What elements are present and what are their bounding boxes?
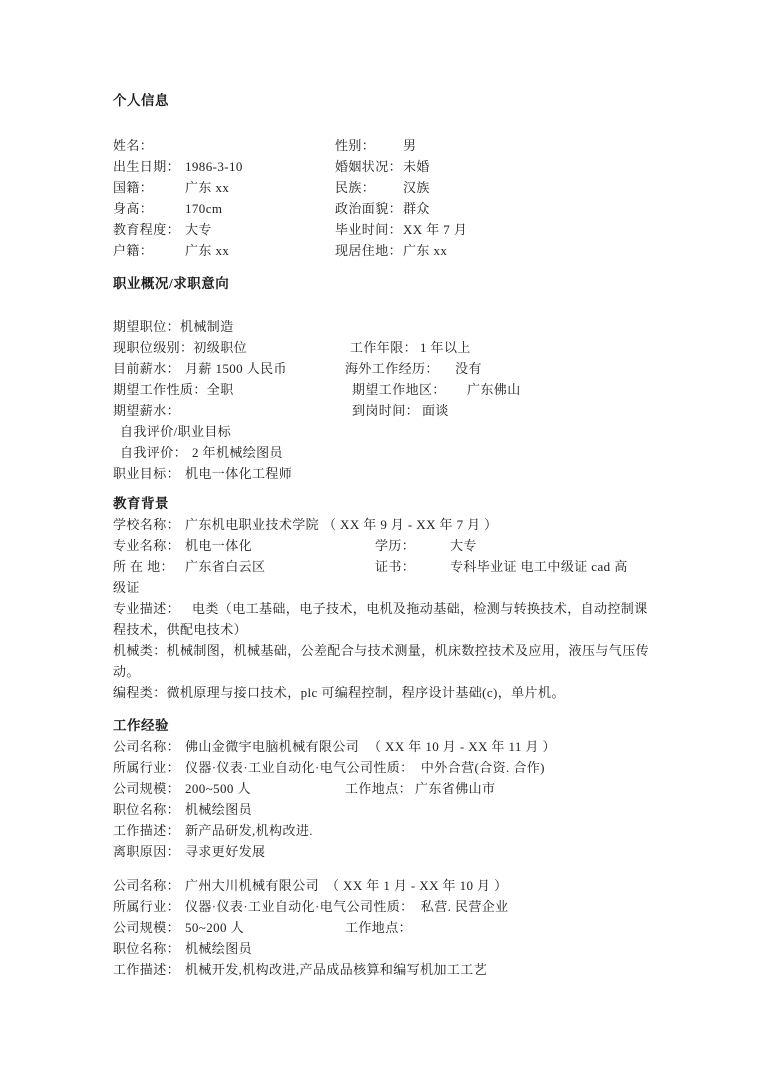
text-line [113,938,685,959]
text-segment: 公司规模： [113,781,181,796]
text-line [113,337,685,358]
text-segment: 广东 xx [185,180,230,195]
text-segment: 期望薪水： [113,403,181,418]
text-segment: 目前薪水： [113,361,181,376]
text-segment: 广东省佛山市 [415,781,496,796]
text-line [113,959,685,980]
text-line [113,896,685,917]
text-segment: 广东机电职业技术学院 [185,517,320,532]
text-segment: 公司规模： [113,920,181,935]
text-segment: 群众 [403,201,430,216]
section-title-education: 教育背景 [113,496,169,511]
text-segment: 大专 [185,222,212,237]
text-line [113,598,685,619]
text-line [113,841,685,862]
text-line [113,661,685,682]
text-segment: 所属行业： [113,760,181,775]
text-segment: 广州大川机械有限公司 [185,878,320,893]
text-segment: 所 在 地： [113,559,174,574]
section-title-personal-info: 个人信息 [113,93,169,108]
text-segment: 专业描述： [113,601,181,616]
text-segment: 婚姻状况： [335,159,403,174]
text-segment: 2 年机械绘图员 [192,445,283,460]
text-line [113,135,685,156]
section-rows-education [113,514,685,703]
text-segment: 面谈 [422,403,449,418]
text-segment: 工作地点： [345,781,413,796]
text-segment: 编程类：微机原理与接口技术，plc 可编程控制，程序设计基础(c)，单片机。 [113,685,565,700]
text-line [113,619,685,640]
text-segment: 职位名称： [113,941,181,956]
text-segment: 公司名称： [113,739,181,754]
text-segment: 男 [403,138,417,153]
text-segment: 机电一体化工程师 [185,466,293,481]
text-segment: 公司名称： [113,878,181,893]
text-segment: 职业目标： [113,466,181,481]
text-line [113,736,685,757]
text-segment: 寻求更好发展 [185,844,266,859]
text-segment: 电类（电工基础，电子技术，电机及拖动基础，检测与转换技术，自动控制课 [192,601,648,616]
text-segment: 新产品研发,机构改进. [185,823,313,838]
section-work-experience [113,715,685,980]
text-line [113,682,685,703]
section-personal-info [113,90,685,261]
text-segment: 身高： [113,201,154,216]
section-rows-work-experience [113,736,685,980]
text-line [113,875,685,896]
text-segment: 级证 [113,580,140,595]
text-line [113,820,685,841]
text-segment: 所属行业： [113,899,181,914]
text-line [113,514,685,535]
text-segment: 50~200 人 [185,920,244,935]
text-line [113,358,685,379]
text-segment: 200~500 人 [185,781,251,796]
text-segment: 动。 [113,664,140,679]
text-line [113,577,685,598]
text-line [113,198,685,219]
text-segment: 机械绘图员 [185,941,253,956]
text-segment: （ XX 年 10 月 - XX 年 11 月 ） [368,739,556,754]
text-segment: 期望职位：机械制造 [113,319,234,334]
text-segment: 离职原因： [113,844,181,859]
text-segment: 佛山金微宇电脑机械有限公司 [185,739,360,754]
text-segment: 专业名称： [113,538,181,553]
text-segment: 自我评价/职业目标 [120,424,232,439]
text-line [113,421,685,442]
text-segment: 期望工作性质：全职 [113,382,234,397]
text-segment: 学历： [375,538,416,553]
text-line [113,757,685,778]
text-segment: XX 年 7 月 [403,222,468,237]
text-line [113,535,685,556]
text-segment: 专科毕业证 电工中级证 cad 高 [450,559,628,574]
section-rows-career-summary [113,316,685,484]
text-line [113,442,685,463]
text-segment: 海外工作经历： [345,361,439,376]
section-career-summary [113,273,685,484]
text-segment: 证书： [375,559,416,574]
text-segment: 汉族 [403,180,430,195]
text-segment: 工作描述： [113,823,181,838]
text-segment: 仪器·仪表·工业自动化·电气公司性质： 私营. 民营企业 [185,899,509,914]
text-segment: 仪器·仪表·工业自动化·电气公司性质： 中外合营(合资. 合作) [185,760,545,775]
text-segment: 机械绘图员 [185,802,253,817]
text-segment: 工作年限： [350,340,418,355]
text-segment: （ XX 年 9 月 - XX 年 7 月 ） [323,517,498,532]
text-segment: 出生日期： [113,159,181,174]
text-segment: 学校名称： [113,517,181,532]
text-line [113,463,685,484]
text-segment: 广东省白云区 [185,559,266,574]
text-segment: 民族： [335,180,376,195]
text-segment: 毕业时间： [335,222,403,237]
text-segment: 姓名： [113,138,154,153]
text-line [113,640,685,661]
text-segment: 现居住地： [335,243,403,258]
text-segment: 机械开发,机构改进,产品成品核算和编写机加工工艺 [185,962,488,977]
text-segment: 期望工作地区： [352,382,446,397]
text-segment: 大专 [450,538,477,553]
text-line [113,400,685,421]
text-segment: 现职位级别：初级职位 [113,340,248,355]
text-segment: 国籍： [113,180,154,195]
text-line [113,379,685,400]
text-line [113,862,685,875]
text-line [113,156,685,177]
text-segment: 机械类：机械制图，机械基础，公差配合与技术测量，机床数控技术及应用，液压与气压传 [113,643,650,658]
text-segment: 月薪 1500 人民币 [185,361,287,376]
text-segment: 户籍： [113,243,154,258]
text-segment: 未婚 [403,159,430,174]
text-segment: 机电一体化 [185,538,253,553]
text-line [113,917,685,938]
text-line [113,556,685,577]
text-segment: （ XX 年 1 月 - XX 年 10 月 ） [326,878,508,893]
text-segment: 政治面貌： [335,201,403,216]
text-segment: 自我评价： [120,445,188,460]
section-education [113,493,685,703]
text-segment: 职位名称： [113,802,181,817]
text-segment: 1986-3-10 [185,159,243,174]
text-line [113,799,685,820]
text-segment: 工作描述： [113,962,181,977]
text-segment: 到岗时间： [352,403,420,418]
text-line [113,778,685,799]
text-line [113,240,685,261]
section-rows-personal-info [113,135,685,261]
section-title-work-experience: 工作经验 [113,718,169,733]
text-line [113,316,685,337]
text-segment: 170cm [185,201,223,216]
text-segment: 教育程度： [113,222,181,237]
text-segment: 没有 [455,361,482,376]
text-segment: 程技术，供配电技术） [113,622,248,637]
section-title-career-summary: 职业概况/求职意向 [113,276,230,291]
text-segment: 性别： [335,138,376,153]
text-segment: 广东佛山 [467,382,521,397]
text-segment: 1 年以上 [420,340,471,355]
text-segment: 广东 xx [403,243,448,258]
text-line [113,177,685,198]
text-segment: 工作地点： [345,920,413,935]
text-line [113,219,685,240]
text-segment: 广东 xx [185,243,230,258]
